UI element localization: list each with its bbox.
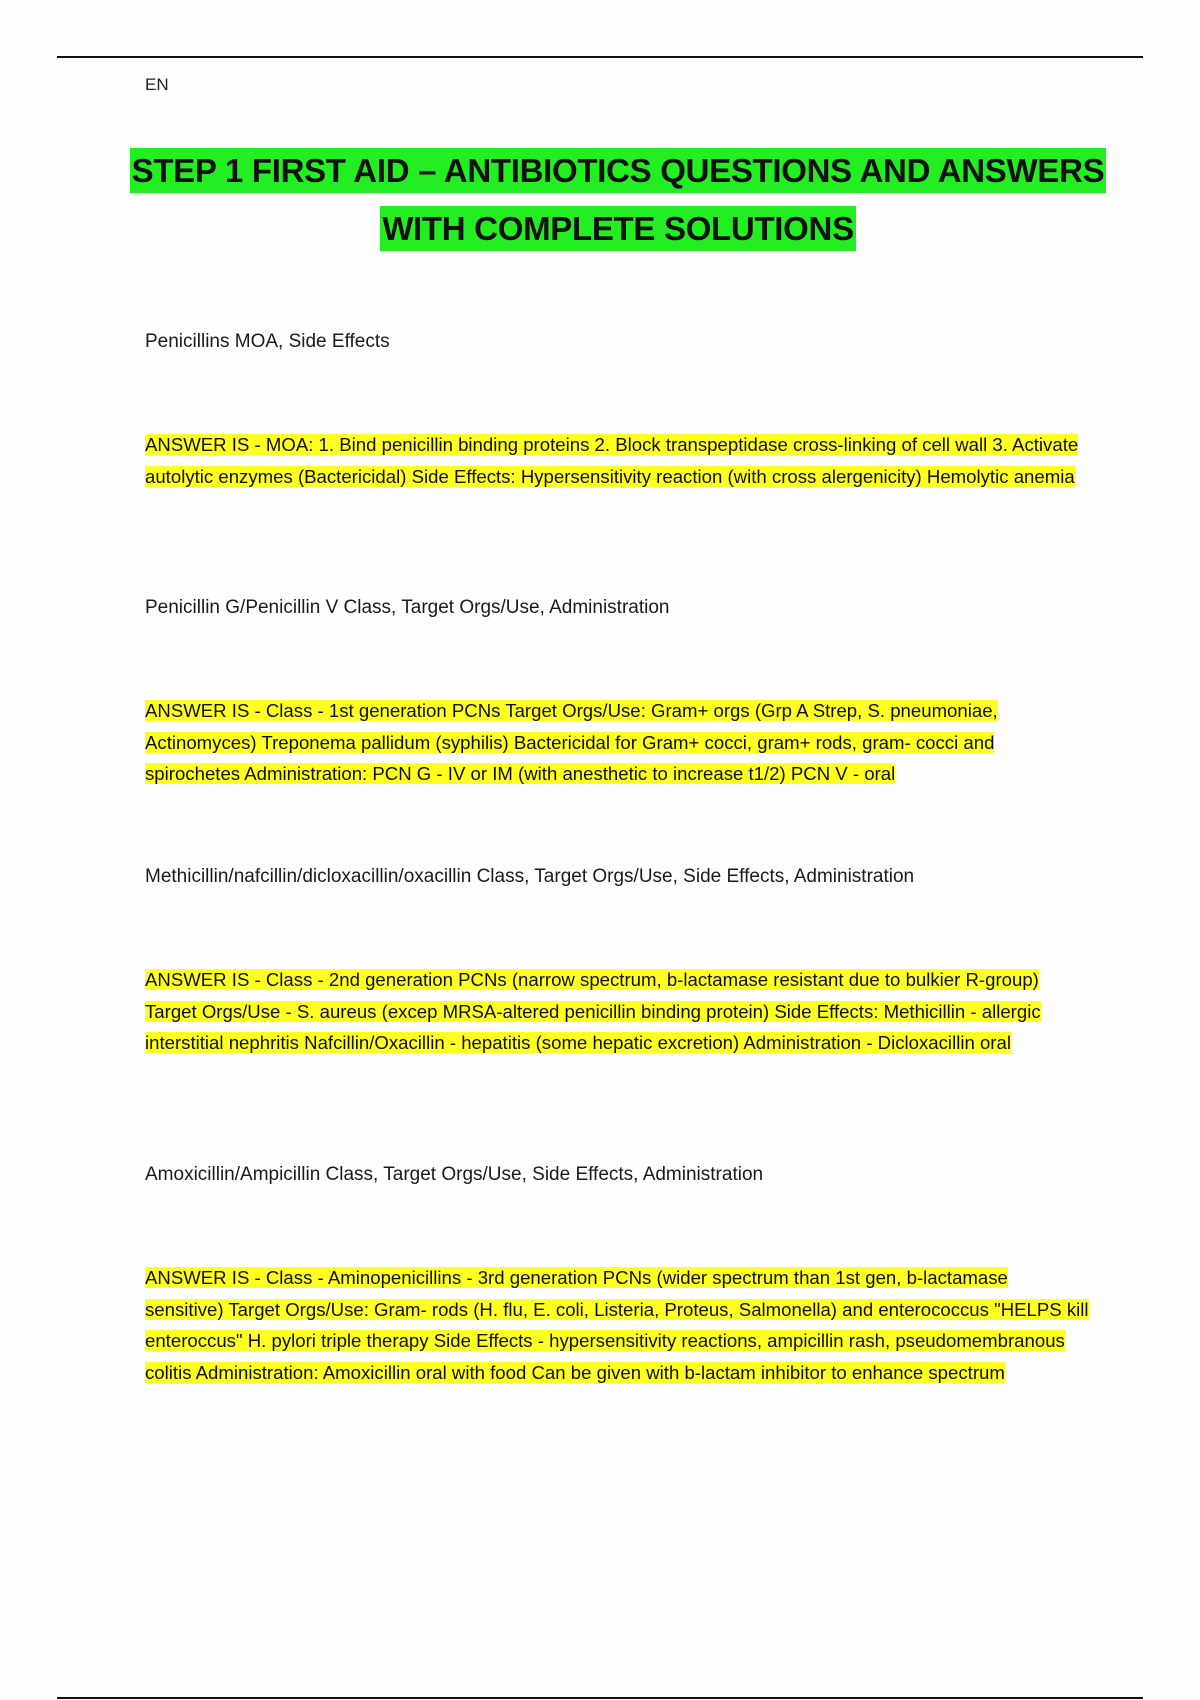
answer-text: [145, 695, 1090, 790]
answer-text: [145, 964, 1090, 1059]
answer-text: [145, 1262, 1090, 1388]
title-block: [120, 142, 1116, 258]
answer-highlight: ANSWER IS - Class - Aminopenicillins - 3rd generation PCNs (wider spectrum than 1st gen, b-lactamase sensitive) Target Orgs/Use: Gram- rods (H. flu, E. coli, Listeria, Proteus, Salmonella) and enterococcus "HELPS kill enteroccus" H. pylori triple therapy Side Effects - hypersensitivity reactions, ampicillin rash, pseudomembranous colitis Administration: Amoxicillin oral with food Can be given with b-lactam inhibitor to enhance spectrum: [145, 1267, 1089, 1383]
answer-highlight: ANSWER IS - Class - 1st generation PCNs Target Orgs/Use: Gram+ orgs (Grp A Strep, S. pneumoniae, Actinomyces) Treponema pallidum (syphilis) Bactericidal for Gram+ cocci, gram+ rods, gram- cocci and spirochetes Administration: PCN G - IV or IM (with anesthetic to increase t1/2) PCN V - oral: [145, 700, 998, 784]
language-label: EN: [145, 75, 169, 94]
question-text: Penicillins MOA, Side Effects: [145, 331, 390, 352]
question-text: Amoxicillin/Ampicillin Class, Target Orgs/Use, Side Effects, Administration: [145, 1164, 764, 1185]
answer-text: [145, 429, 1090, 492]
answer-highlight: ANSWER IS - MOA: 1. Bind penicillin binding proteins 2. Block transpeptidase cross-linking of cell wall 3. Activate autolytic enzymes (Bactericidal) Side Effects: Hypersensitivity reaction (with cross alergenicity) Hemolytic anemia: [145, 434, 1079, 487]
top-rule: [57, 56, 1143, 58]
bottom-rule: [57, 1697, 1143, 1699]
answer-highlight: ANSWER IS - Class - 2nd generation PCNs (narrow spectrum, b-lactamase resistant due to bulkier R-group) Target Orgs/Use - S. aureus (excep MRSA-altered penicillin binding protein) Side Effects: Methicillin - allergic interstitial nephritis Nafcillin/Oxacillin - hepatitis (some hepatic excretion) Administration - Dicloxacillin oral: [145, 969, 1041, 1053]
question-text: Penicillin G/Penicillin V Class, Target Orgs/Use, Administration: [145, 597, 670, 618]
page-title: STEP 1 FIRST AID – ANTIBIOTICS QUESTIONS AND ANSWERS WITH COMPLETE SOLUTIONS: [130, 148, 1107, 251]
question-text: Methicillin/nafcillin/dicloxacillin/oxacillin Class, Target Orgs/Use, Side Effects, Administration: [145, 866, 915, 887]
